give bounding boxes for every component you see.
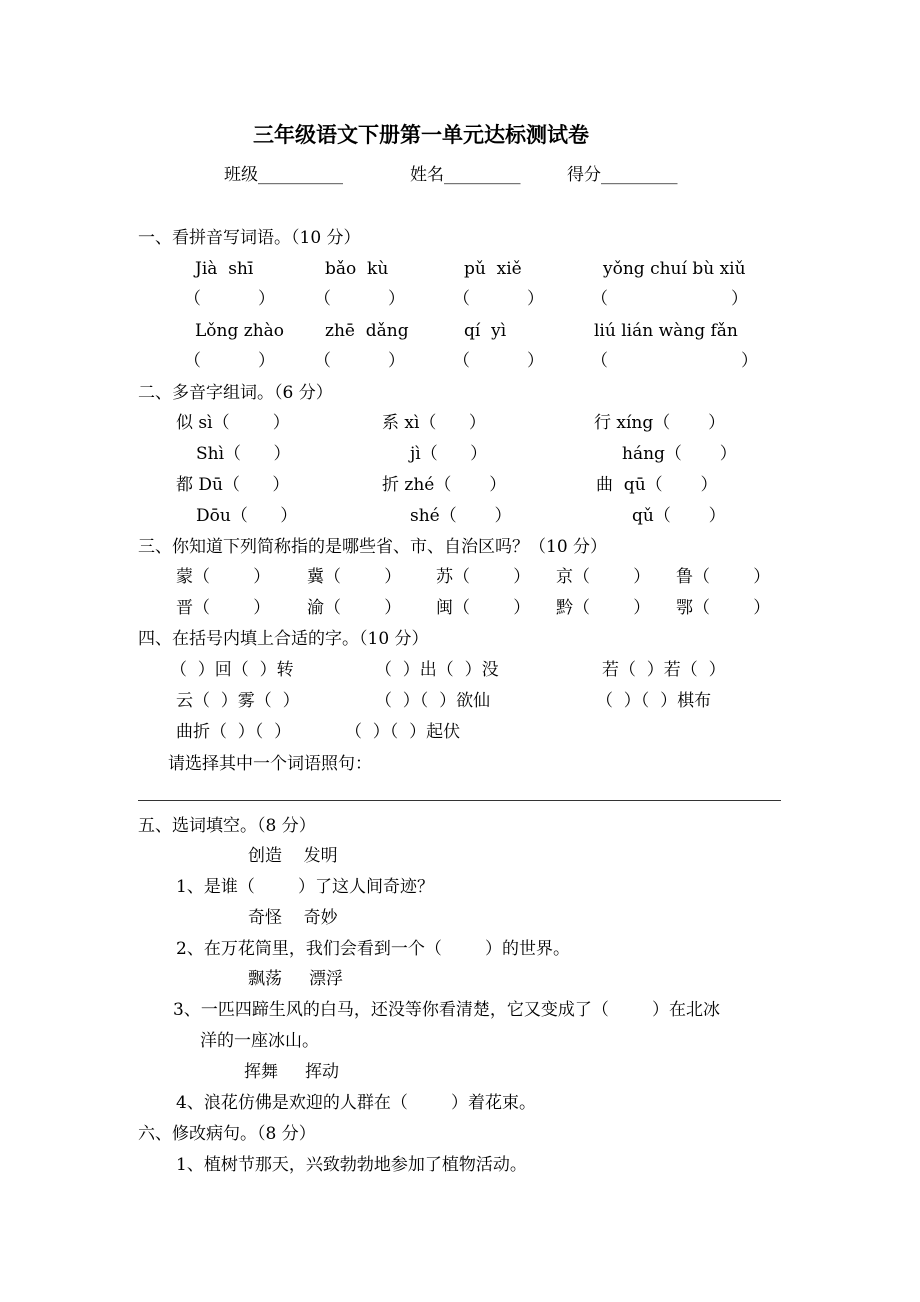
abbrev-item[interactable]: 鲁（ ） [676,567,771,587]
fill-idiom-item[interactable]: （ ）（ ）欲仙 [375,691,491,711]
polyphone-item[interactable]: háng（ ） [622,444,737,464]
answer-line[interactable] [138,800,781,801]
fill-idiom-item[interactable]: （ ）出（ ）没 [375,660,499,680]
answer-paren-open[interactable]: （ [314,289,331,309]
abbrev-item[interactable]: 冀（ ） [307,567,402,587]
fill-idiom-item[interactable]: 曲折（ ）（ ） [176,722,292,742]
pinyin-item: pǔ xiě [464,259,522,279]
question-item[interactable]: 2、在万花筒里，我们会看到一个（ ）的世界。 [176,939,571,959]
polyphone-item[interactable]: 系 xì（ ） [382,413,486,433]
polyphone-item[interactable]: 曲 qū（ ） [596,475,718,495]
polyphone-item[interactable]: jì（ ） [410,444,488,464]
word-choices: 飘荡 漂浮 [248,969,344,989]
answer-paren-close: ） [388,351,405,371]
abbrev-item[interactable]: 苏（ ） [436,567,531,587]
answer-paren-close: ） [527,289,544,309]
question-item[interactable]: 3、一匹四蹄生风的白马，还没等你看清楚，它又变成了（ ）在北冰 [173,1000,721,1020]
answer-paren-open[interactable]: （ [184,351,201,371]
score-field[interactable]: 得分_________ [567,165,678,185]
pinyin-item: Lǒng zhào [195,321,285,341]
abbrev-item[interactable]: 闽（ ） [436,598,531,618]
polyphone-item[interactable]: shé（ ） [410,506,512,526]
pinyin-item: qí yì [464,321,507,341]
answer-paren-close: ） [388,289,405,309]
abbrev-item[interactable]: 鄂（ ） [676,598,771,618]
answer-paren-open[interactable]: （ [453,289,470,309]
polyphone-item[interactable]: 都 Dū（ ） [176,475,290,495]
section-4-heading: 四、在括号内填上合适的字。（10 分） [138,629,429,649]
fill-idiom-item[interactable]: 若（ ）若（ ） [602,660,726,680]
pinyin-item: Jià shī [195,259,254,279]
fill-idiom-item[interactable]: （ ）（ ）起伏 [345,722,461,742]
page-title: 三年级语文下册第一单元达标测试卷 [253,123,589,147]
polyphone-item[interactable]: Dōu（ ） [196,506,298,526]
pinyin-item: zhē dǎng [325,321,409,341]
polyphone-item[interactable]: Shì（ ） [196,444,291,464]
answer-paren-open[interactable]: （ [184,289,201,309]
polyphone-item[interactable]: 折 zhé（ ） [382,475,507,495]
class-field[interactable]: 班级__________ [224,165,343,185]
answer-paren-close: ） [258,351,275,371]
section-6-heading: 六、修改病句。（8 分） [138,1124,316,1144]
answer-paren-close: ） [731,289,748,309]
answer-paren-open[interactable]: （ [453,351,470,371]
fill-idiom-item[interactable]: （ ）（ ）棋布 [596,691,712,711]
polyphone-item[interactable]: qǔ（ ） [632,506,726,526]
fill-idiom-item[interactable]: （ ）回（ ）转 [170,660,294,680]
answer-paren-open[interactable]: （ [314,351,331,371]
section-2-heading: 二、多音字组词。（6 分） [138,383,333,403]
polyphone-item[interactable]: 行 xíng（ ） [594,413,726,433]
answer-paren-close: ） [741,351,758,371]
polyphone-item[interactable]: 似 sì（ ） [176,413,290,433]
word-choices: 创造 发明 [248,846,338,866]
question-item[interactable]: 1、是谁（ ）了这人间奇迹？ [176,877,435,897]
word-choices: 奇怪 奇妙 [248,908,338,928]
abbrev-item[interactable]: 渝（ ） [307,598,402,618]
question-item-continuation: 洋的一座冰山。 [200,1031,319,1051]
pinyin-item: bǎo kù [325,259,389,279]
question-item[interactable]: 4、浪花仿佛是欢迎的人群在（ ）着花束。 [176,1093,537,1113]
section-3-heading: 三、你知道下列简称指的是哪些省、市、自治区吗？（10 分） [138,537,608,557]
abbrev-item[interactable]: 蒙（ ） [176,567,271,587]
question-item[interactable]: 1、植树节那天，兴致勃勃地参加了植物活动。 [176,1155,527,1175]
answer-paren-open[interactable]: （ [591,289,608,309]
abbrev-item[interactable]: 晋（ ） [176,598,271,618]
answer-paren-close: ） [527,351,544,371]
abbrev-item[interactable]: 黔（ ） [556,598,651,618]
answer-paren-open[interactable]: （ [591,351,608,371]
sentence-prompt: 请选择其中一个词语照句： [168,754,372,774]
pinyin-item: yǒng chuí bù xiǔ [603,259,746,279]
section-1-heading: 一、看拼音写词语。（10 分） [138,228,361,248]
fill-idiom-item[interactable]: 云（ ）雾（ ） [176,691,300,711]
word-choices: 挥舞 挥动 [244,1062,340,1082]
abbrev-item[interactable]: 京（ ） [556,567,651,587]
name-field[interactable]: 姓名_________ [410,165,521,185]
pinyin-item: liú lián wàng fǎn [594,321,738,341]
section-5-heading: 五、选词填空。（8 分） [138,816,316,836]
answer-paren-close: ） [258,289,275,309]
